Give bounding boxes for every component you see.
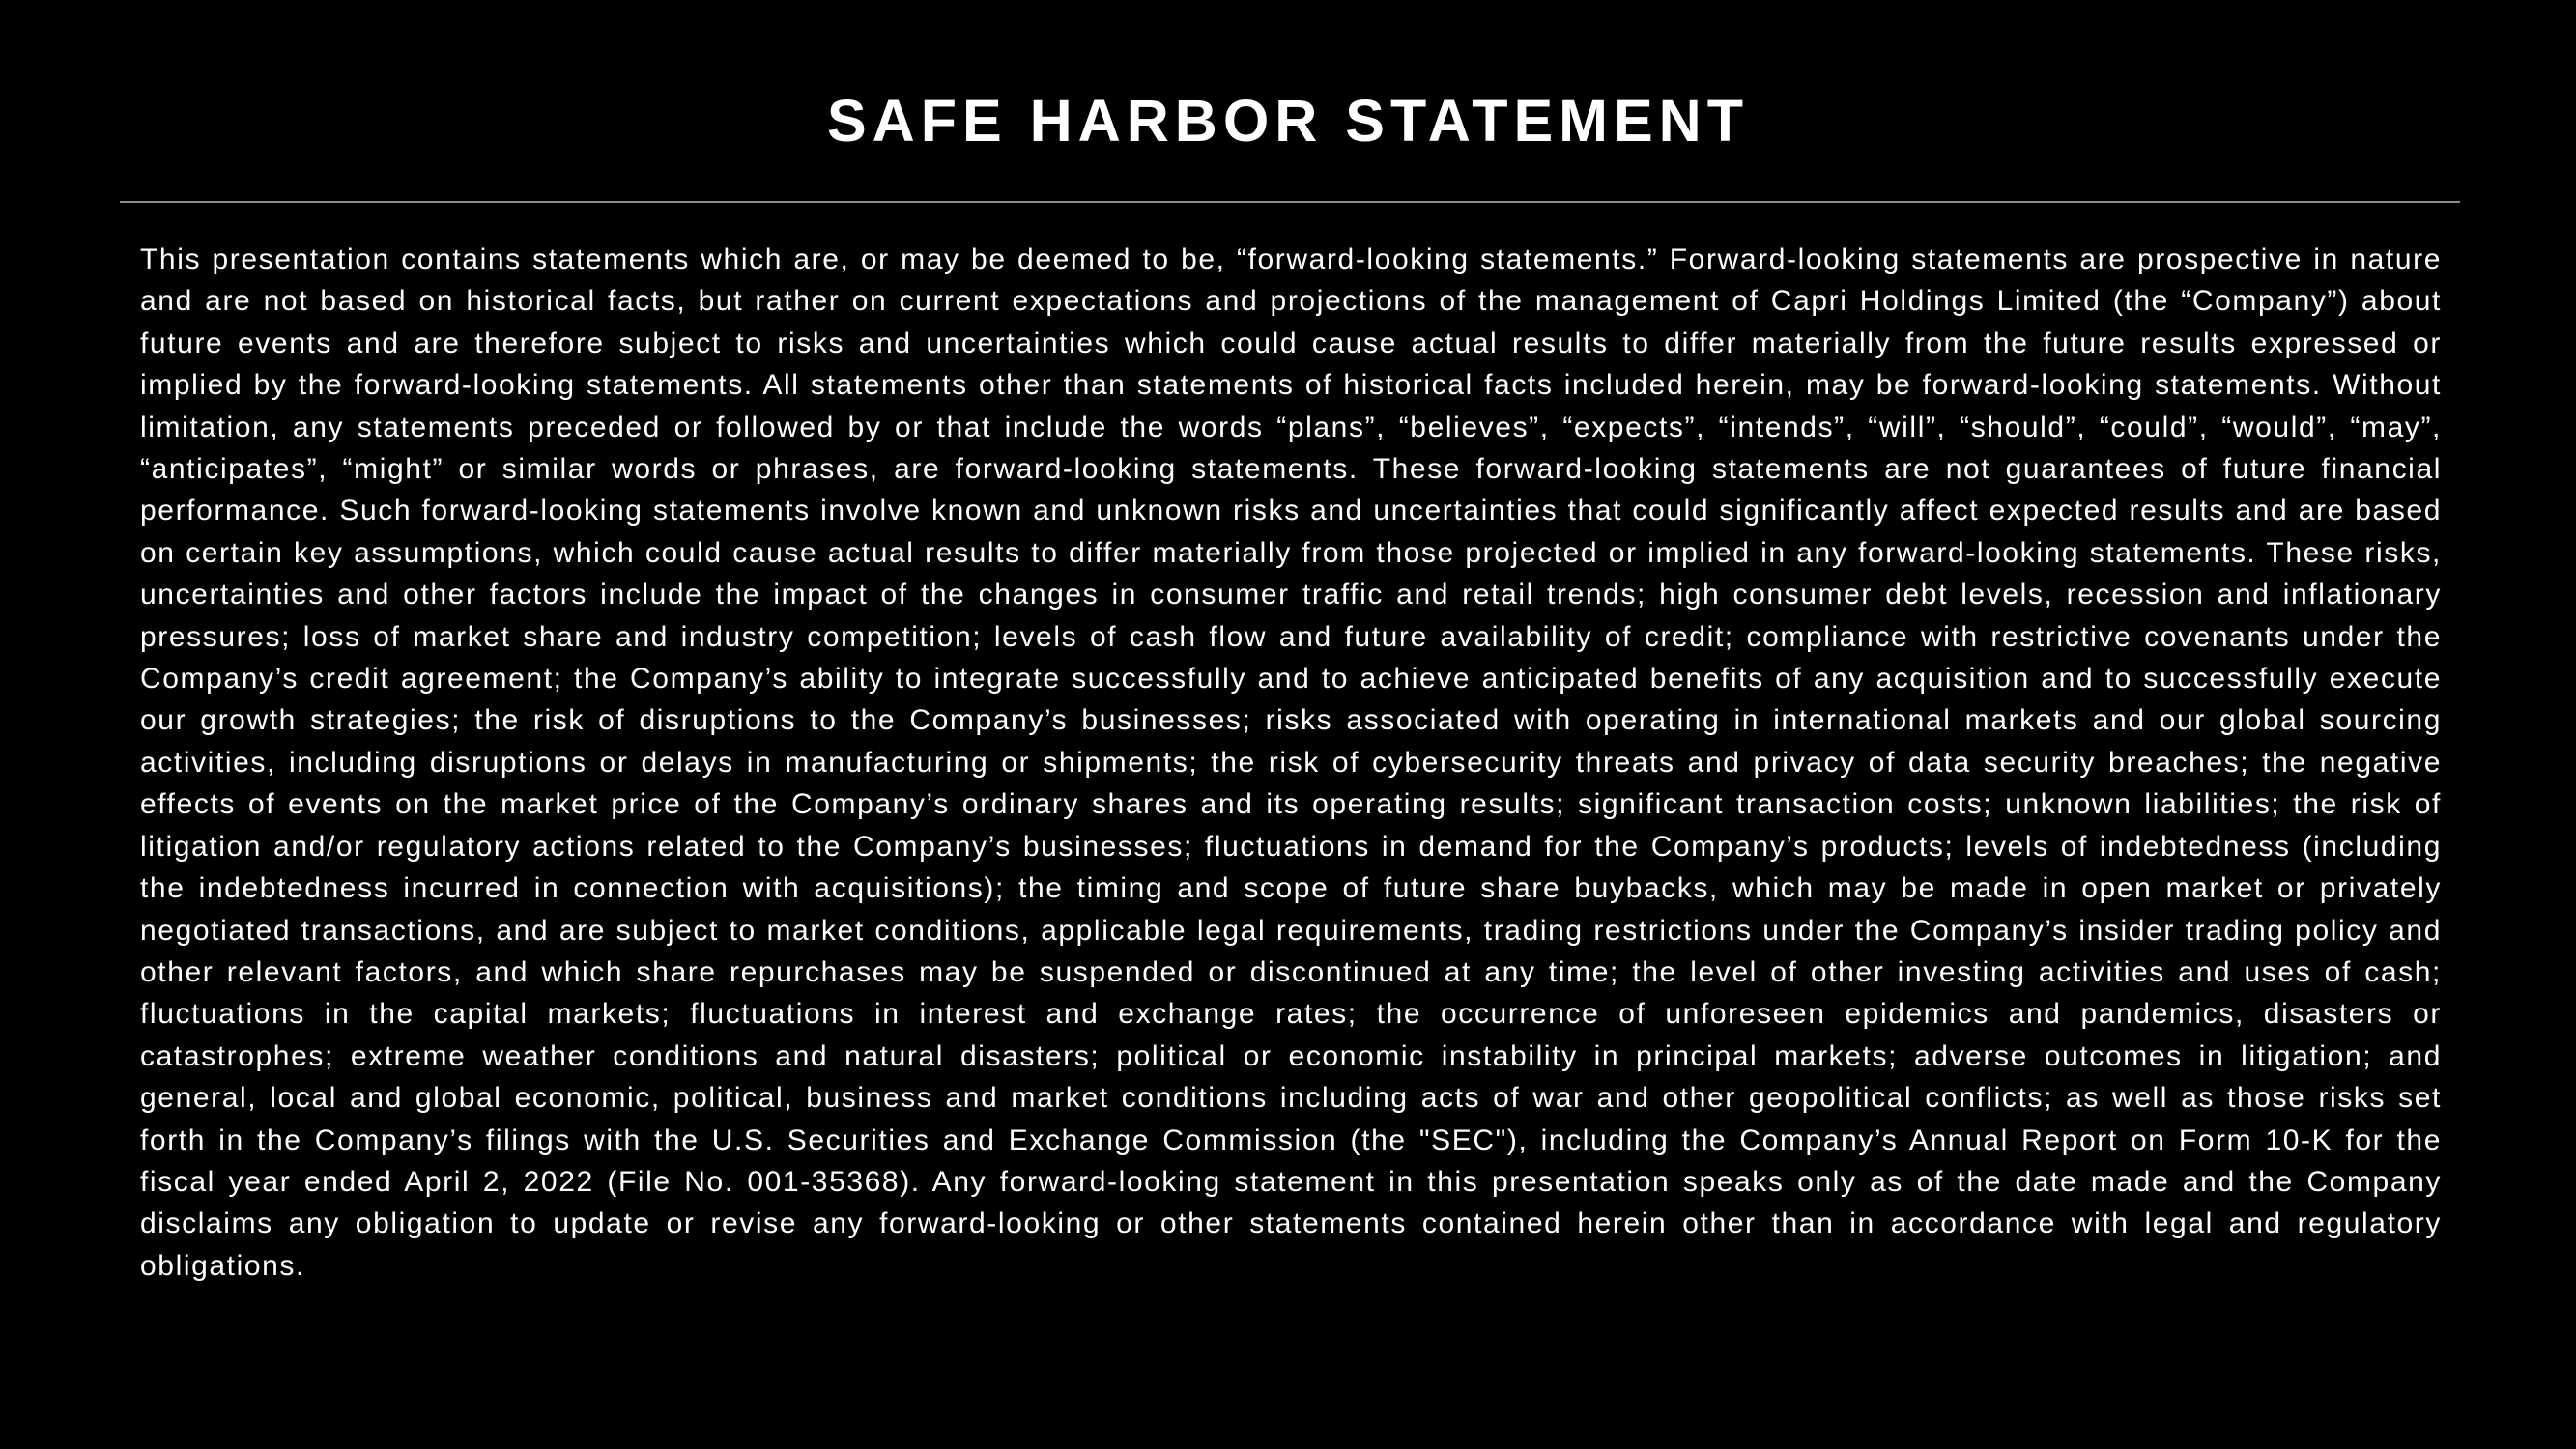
safe-harbor-body — [140, 239, 2442, 1287]
title-divider — [120, 201, 2460, 203]
safe-harbor-paragraph: This presentation contains statements which are, or may be deemed to be, “forward-looking statements.” Forward-looking statements are prospective in nature and are not based on historical facts, but rather on current expectations and projections of the management of Capri Holdings Limited (the “Company”) about future events and are therefore subject to risks and uncertainties which could cause actual results to differ materially from the future results expressed or implied by the forward-looking statements. All statements other than statements of historical facts included herein, may be forward-looking statements. Without limitation, any statements preceded or followed by or that include the words “plans”, “believes”, “expects”, “intends”, “will”, “should”, “could”, “would”, “may”, “anticipates”, “might” or similar words or phrases, are forward-looking statements. These forward-looking statements are not guarantees of future financial performance. Such forward-looking statements involve known and unknown risks and uncertainties that could significantly affect expected results and are based on certain key assumptions, which could cause actual results to differ materially from those projected or implied in any forward-looking statements. These risks, uncertainties and other factors include the impact of the changes in consumer traffic and retail trends; high consumer debt levels, recession and inflationary pressures; loss of market share and industry competition; levels of cash flow and future availability of credit; compliance with restrictive covenants under the Company’s credit agreement; the Company’s ability to integrate successfully and to achieve anticipated benefits of any acquisition and to successfully execute our growth strategies; the risk of disruptions to the Company’s businesses; risks associated with operating in international markets and our global sourcing activities, including disruptions or delays in manufacturing or shipments; the risk of cybersecurity threats and privacy of data security breaches; the negative effects of events on the market price of the Company’s ordinary shares and its operating results; significant transaction costs; unknown liabilities; the risk of litigation and/or regulatory actions related to the Company’s businesses; fluctuations in demand for the Company’s products; levels of indebtedness (including the indebtedness incurred in connection with acquisitions); the timing and scope of future share buybacks, which may be made in open market or privately negotiated transactions, and are subject to market conditions, applicable legal requirements, trading restrictions under the Company’s insider trading policy and other relevant factors, and which share repurchases may be suspended or discontinued at any time; the level of other investing activities and uses of cash; fluctuations in the capital markets; fluctuations in interest and exchange rates; the occurrence of unforeseen epidemics and pandemics, disasters or catastrophes; extreme weather conditions and natural disasters; political or economic instability in principal markets; adverse outcomes in litigation; and general, local and global economic, political, business and market conditions including acts of war and other geopolitical conflicts; as well as those risks set forth in the Company’s filings with the U.S. Securities and Exchange Commission (the "SEC"), including the Company’s Annual Report on Form 10-K for the fiscal year ended April 2, 2022 (File No. 001-35368). Any forward-looking statement in this presentation speaks only as of the date made and the Company disclaims any obligation to update or revise any forward-looking or other statements contained herein other than in accordance with legal and regulatory obligations. — [140, 243, 2442, 1282]
slide-title: SAFE HARBOR STATEMENT — [827, 88, 1749, 154]
